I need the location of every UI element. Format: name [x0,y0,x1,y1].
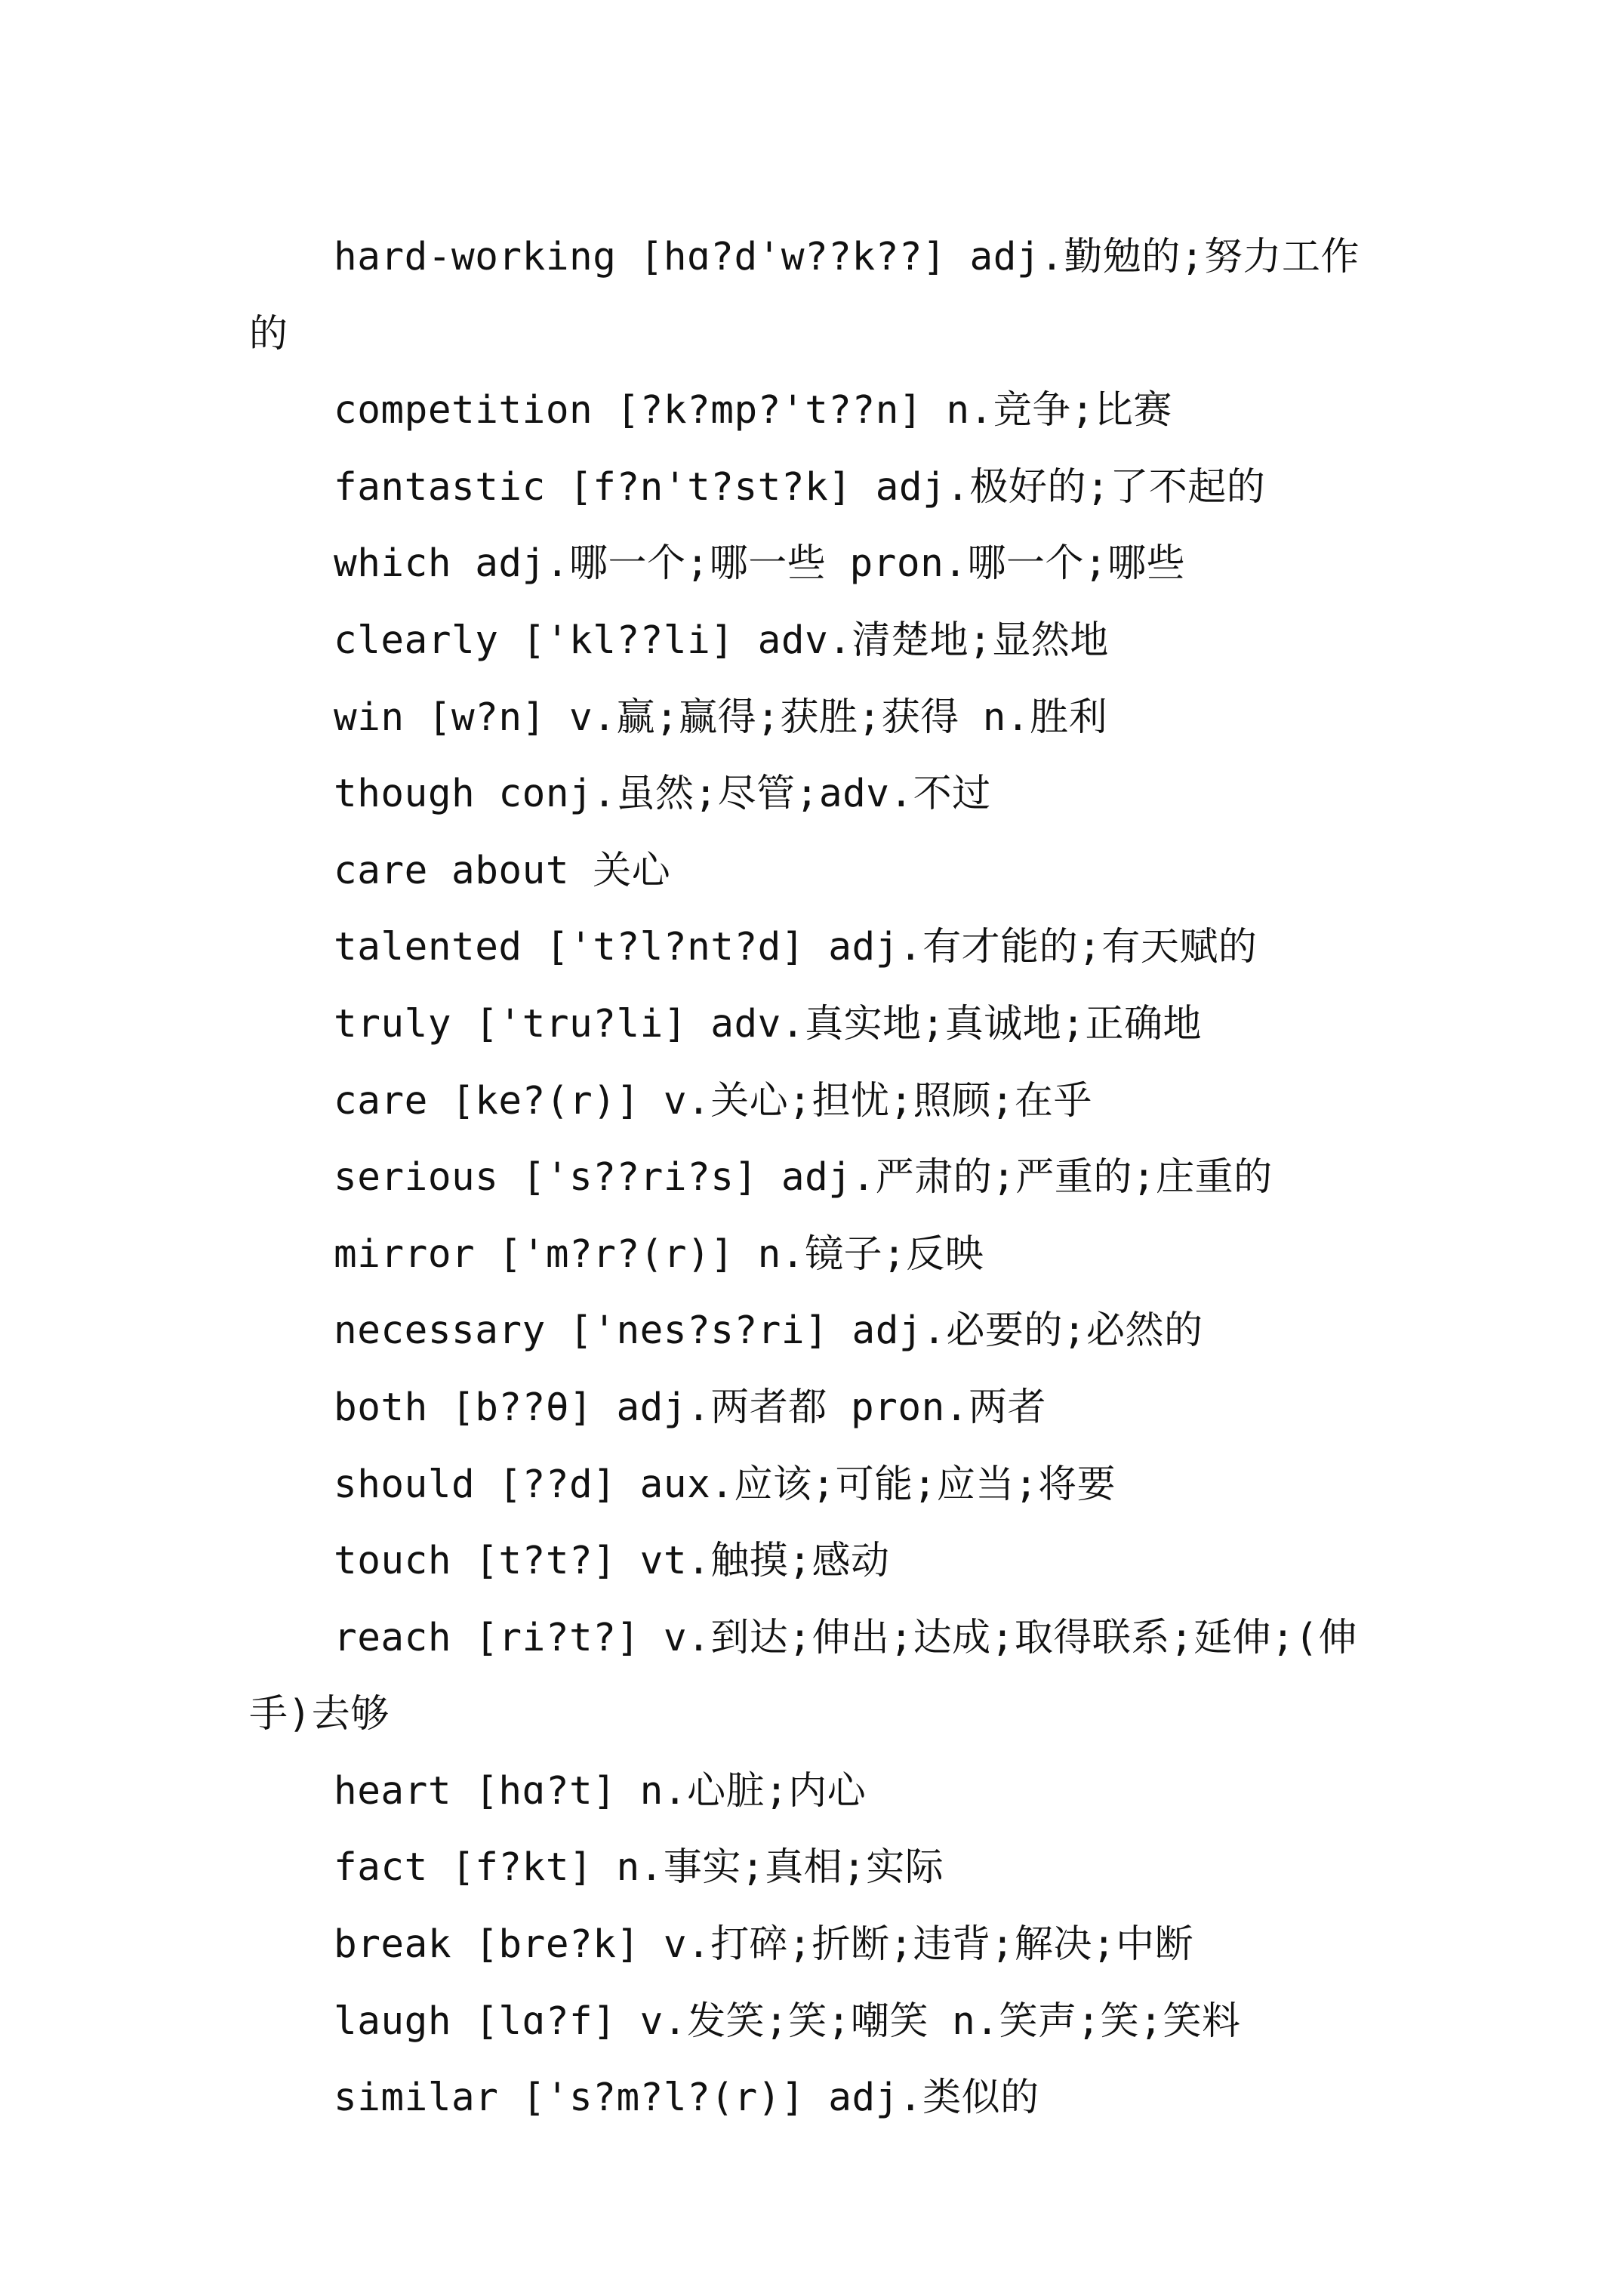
vocab-entry: heart [hɑ?t] n.心脏;内心 [334,1768,867,1814]
vocab-entry: serious ['s??ri?s] adj.严肃的;严重的;庄重的 [334,1155,1273,1200]
vocab-entry: fantastic [f?n't?st?k] adj.极好的;了不起的 [334,464,1266,510]
vocab-entry: care about 关心 [334,848,671,893]
vocab-entry: talented ['t?l?nt?d] adj.有才能的;有天赋的 [334,925,1258,970]
vocab-entry: hard-working [hɑ?d'w??k??] adj.勤勉的;努力工作的 [249,235,1360,356]
vocab-entry: truly ['tru?li] adv.真实地;真诚地;正确地 [334,1001,1203,1046]
vocab-entry: care [ke?(r)] v.关心;担忧;照顾;在乎 [334,1078,1092,1123]
vocab-entry: competition [?k?mp?'t??n] n.竞争;比赛 [334,388,1172,433]
vocab-entry: win [w?n] v.赢;赢得;获胜;获得 n.胜利 [334,695,1108,740]
vocab-entry: laugh [lɑ?f] v.发笑;笑;嘲笑 n.笑声;笑;笑料 [334,1999,1241,2044]
vocab-entry: necessary ['nes?s?ri] adj.必要的;必然的 [334,1308,1203,1354]
vocab-entry: clearly ['kl??li] adv.清楚地;显然地 [334,618,1109,663]
vocab-entry: which adj.哪一个;哪一些 pron.哪一个;哪些 [334,541,1186,587]
vocab-entry: both [b??θ] adj.两者都 pron.两者 [334,1385,1047,1430]
vocab-entry: should [??d] aux.应该;可能;应当;将要 [334,1462,1116,1507]
vocab-entry: mirror ['m?r?(r)] n.镜子;反映 [334,1231,984,1277]
vocab-entry: fact [f?kt] n.事实;真相;实际 [334,1845,944,1891]
vocab-entry: touch [t?t?] vt.触摸;感动 [334,1539,890,1584]
vocab-entry: similar ['s?m?l?(r)] adj.类似的 [334,2076,1039,2121]
vocab-entry: reach [ri?t?] v.到达;伸出;达成;取得联系;延伸;(伸手)去够 [249,1615,1358,1737]
vocabulary-list [249,219,1397,2137]
vocab-entry: though conj.虽然;尽管;adv.不过 [334,772,991,817]
vocab-entry: break [bre?k] v.打碎;折断;违背;解决;中断 [334,1922,1194,1968]
